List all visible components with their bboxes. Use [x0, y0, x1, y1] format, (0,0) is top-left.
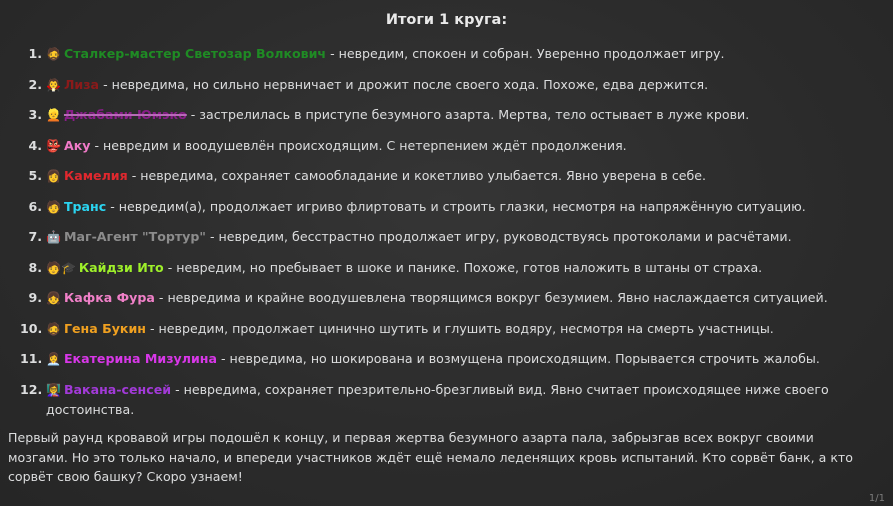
participant-name: Екатерина Мизулина: [63, 351, 217, 366]
avatar-emoji-icon: 🧑🎓: [46, 260, 76, 275]
participant-name: Транс: [63, 198, 107, 214]
status-text: - невредима, но шокирована и возмущена происходящим. Порывается строчить жалобы.: [217, 351, 820, 366]
status-text: - невредим, спокоен и собран. Уверенно продолжает игру.: [326, 46, 725, 61]
status-text: - невредим(а), продолжает игриво флиртовать и строить глазки, несмотря на напряжённую ситуацию.: [106, 198, 806, 214]
participant-name: Гена Букин: [63, 320, 146, 336]
list-item: [20, 319, 870, 340]
list-item: [20, 227, 870, 248]
results-list: [20, 44, 870, 430]
avatar-emoji-icon: 👩: [46, 169, 61, 183]
page-title: Итоги 1 круга:: [385, 12, 508, 28]
item-number: 8.: [28, 259, 42, 275]
item-number: 11.: [20, 351, 43, 366]
status-text: - невредима, сохраняет самообладание и кокетливо улыбается. Явно уверена в себе.: [127, 168, 707, 183]
avatar-emoji-icon: 🤖: [46, 230, 61, 244]
status-text: - невредима, но сильно нервничает и дрожит после своего хода. Похоже, едва держится.: [99, 76, 709, 92]
list-item: [20, 258, 870, 279]
item-number: 9.: [28, 290, 42, 305]
participant-name: Джабами Юмэко: [63, 107, 187, 122]
avatar-emoji-icon: 🧔: [46, 47, 61, 61]
item-number: 12.: [20, 381, 43, 397]
participant-name: Кайдзи Ито: [78, 259, 164, 275]
item-number: 4.: [28, 137, 42, 153]
item-number: 1.: [28, 46, 42, 61]
participant-name: Аку: [63, 137, 91, 153]
status-text: - невредим, бесстрастно продолжает игру, руководствуясь протоколами и расчётами.: [205, 229, 792, 244]
status-text: - невредим и воодушевлён происходящим. С нетерпением ждёт продолжения.: [90, 137, 627, 153]
summary-text: Первый раунд кровавой игры подошёл к концу, и первая жертва безумного азарта пала, забрызгав всех вокруг своими мозгами. Но это только начало, и впереди участников ждёт ещё немало леденящих кровь испытаний. Кто сорвёт банк, а кто сорвёт свою башку? Скоро узнаем!: [8, 430, 853, 484]
list-item: [20, 288, 870, 309]
list-item: [20, 136, 870, 157]
item-number: 2.: [28, 76, 42, 92]
list-item: [20, 349, 870, 370]
avatar-emoji-icon: 🧔: [46, 321, 61, 336]
participant-name: Вакана-сенсей: [63, 381, 172, 397]
page-indicator: 1/1: [868, 493, 885, 504]
avatar-emoji-icon: 👧: [46, 291, 61, 305]
avatar-emoji-icon: 🧑: [46, 199, 61, 214]
item-number: 5.: [28, 168, 42, 183]
list-item: [20, 44, 870, 65]
list-item: [20, 166, 870, 187]
list-item: [20, 197, 870, 218]
avatar-emoji-icon: 🧛: [46, 77, 61, 92]
item-number: 10.: [20, 320, 43, 336]
avatar-emoji-icon: 👩‍💼: [46, 352, 61, 366]
participant-name: Лиза: [63, 76, 100, 92]
participant-name: Кафка Фура: [63, 290, 155, 305]
participant-name: Сталкер-мастер Светозар Волкович: [63, 46, 327, 61]
item-number: 7.: [28, 229, 42, 244]
avatar-emoji-icon: 👱: [46, 108, 61, 122]
item-number: 3.: [28, 107, 42, 122]
status-text: - невредим, но пребывает в шоке и панике. Похоже, готов наложить в штаны от страха.: [163, 259, 763, 275]
status-text: - невредим, продолжает цинично шутить и глушить водяру, несмотря на смерть участницы.: [146, 320, 774, 336]
status-text: - невредима и крайне воодушевлена творящимся вокруг безумием. Явно наслаждается ситуацией.: [154, 290, 828, 305]
list-item: [20, 380, 870, 420]
status-text: - невредима, сохраняет презрительно-брезгливый вид. Явно считает происходящее ниже своего достоинства.: [46, 381, 829, 417]
list-item: [20, 75, 870, 96]
avatar-emoji-icon: 👺: [46, 138, 61, 153]
avatar-emoji-icon: 👩‍🏫: [46, 382, 61, 397]
participant-name: Камелия: [63, 168, 128, 183]
item-number: 6.: [28, 198, 42, 214]
list-item: [20, 105, 870, 126]
participant-name: Маг-Агент "Тортур": [63, 229, 206, 244]
status-text: - застрелилась в приступе безумного азарта. Мертва, тело остывает в луже крови.: [186, 107, 750, 122]
